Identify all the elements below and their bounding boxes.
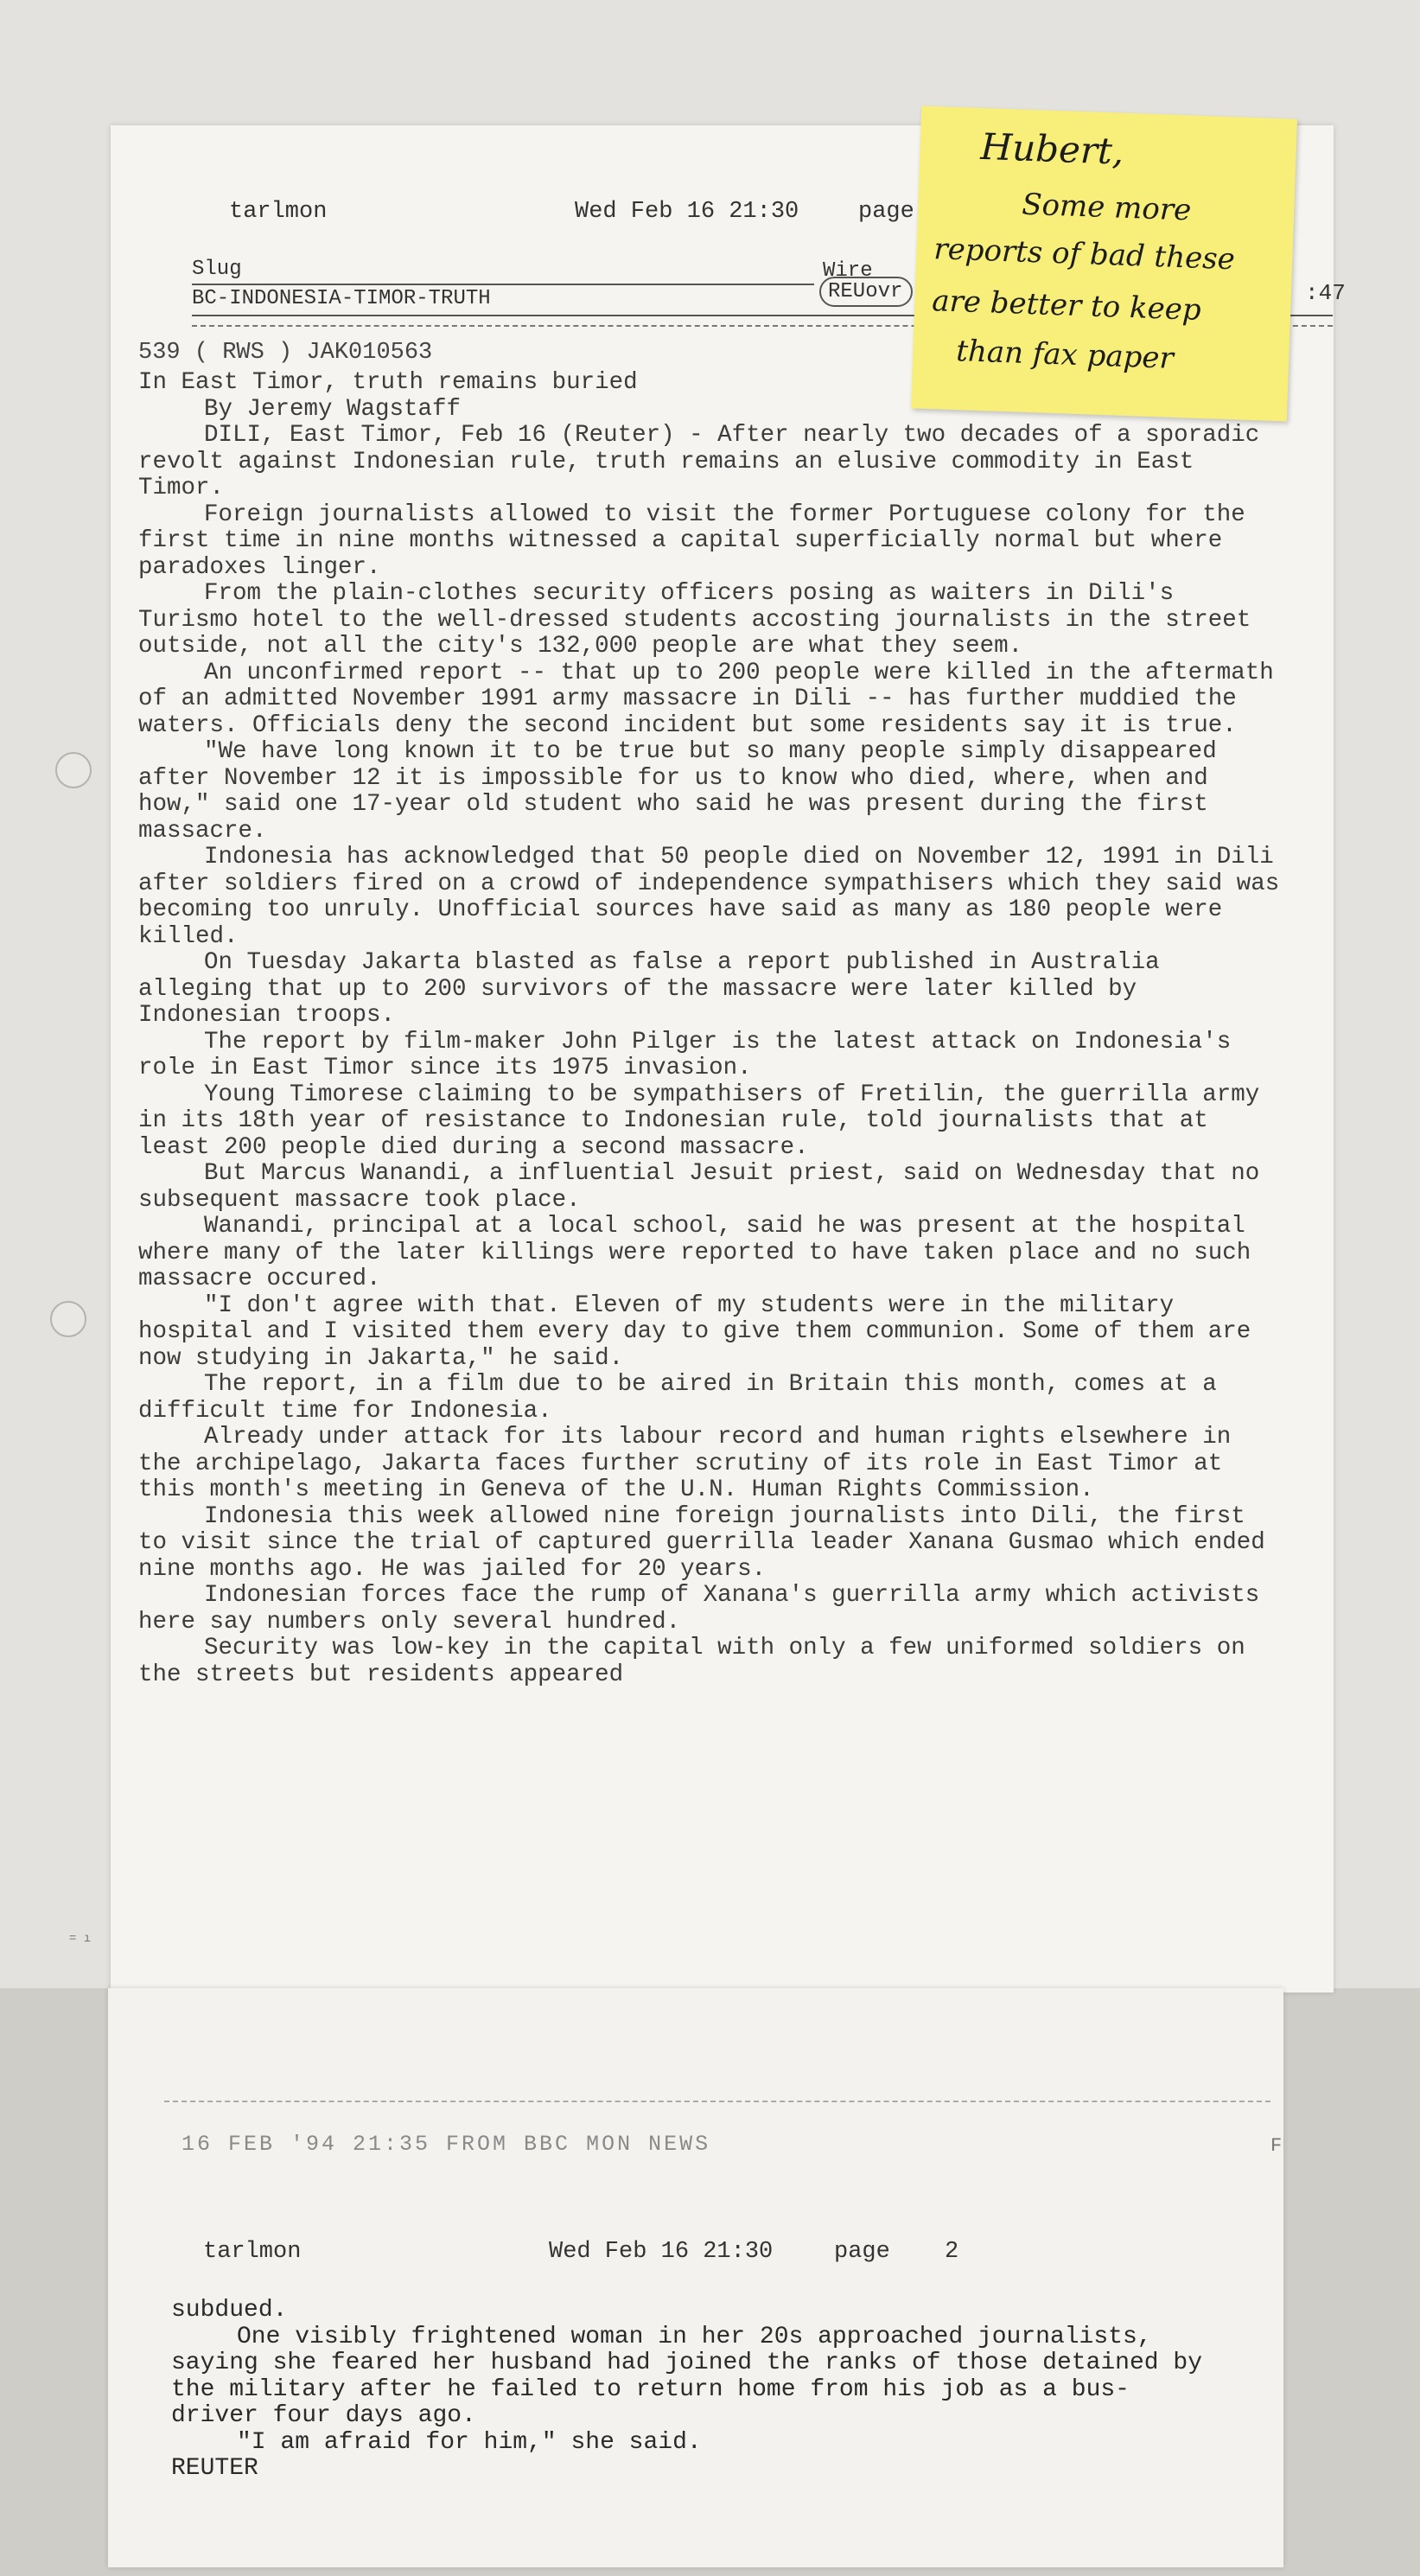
paragraph: "We have long known it to be true but so many people simply disappeared after November 12 it is impossible for us to know who died, where, when and how," said one 17-year old student who said he was present during the first massacre. (138, 738, 1217, 845)
paragraph: "I am afraid for him," she said. (237, 2428, 702, 2456)
page2-header-user: tarlmon (203, 2239, 302, 2265)
paragraph: From the plain-clothes security officers posing as waiters in Dili's Turismo hotel to the well-dressed students accosting journalists in the street outside, not all the city's 132,000 people are what they seem. (138, 580, 1251, 660)
paragraph: Indonesian forces face the rump of Xanana's guerrilla army which activists here say numbers only several hundred. (138, 1582, 1260, 1636)
header-user: tarlmon (229, 199, 328, 225)
fax-edge-letter: F (1270, 2135, 1283, 2157)
paragraph: DILI, East Timor, Feb 16 (Reuter) - After nearly two decades of a sporadic revolt against Indonesian rule, truth remains an elusive commodity in East Timor. (138, 422, 1260, 501)
paragraph: One visibly frightened woman in her 20s approached journalists, saying she feared her husband had joined the ranks of those detained by the military after he failed to return home from his job as a bus-driver four days ago. (171, 2323, 1202, 2429)
paragraph: But Marcus Wanandi, a influential Jesuit priest, said on Wednesday that no subsequent massacre took place. (138, 1160, 1260, 1214)
punch-hole (55, 752, 92, 788)
header-page-label: page (858, 199, 914, 225)
byline: By Jeremy Wagstaff (204, 395, 462, 423)
slug-label: Slug (192, 258, 242, 281)
paragraph: On Tuesday Jakarta blasted as false a report published in Australia alleging that up to 200 survivors of the massacre were later killed by Indonesian troops. (138, 949, 1160, 1029)
paragraph: Young Timorese claiming to be sympathisers of Fretilin, the guerrilla army in its 18th year of resistance to Indonesian rule, told journalists that at least 200 people died during a second massacre. (138, 1081, 1260, 1161)
paragraph: Wanandi, principal at a local school, said he was present at the hospital where many of the later killings were reported to have taken place and no such massacre occured. (138, 1213, 1251, 1292)
sticky-note-line: than fax paper (955, 334, 1175, 376)
wire-label: Wire (823, 259, 873, 283)
sticky-note-line: Hubert, (979, 124, 1125, 173)
sticky-note-line: are better to keep (931, 284, 1202, 328)
header-date: Wed Feb 16 21:30 (575, 199, 799, 225)
page2-header-page-label: page (834, 2239, 890, 2265)
story-body (138, 370, 1288, 1688)
fax-header: 16 FEB '94 21:35 FROM BBC MON NEWS (181, 2132, 711, 2157)
paragraph: The report, in a film due to be aired in Britain this month, comes at a difficult time for Indonesia. (138, 1371, 1217, 1425)
paragraph: Foreign journalists allowed to visit the former Portuguese colony for the first time in nine months witnessed a capital superficially normal but where paradoxes linger. (138, 501, 1245, 581)
paragraph: An unconfirmed report -- that up to 200 people were killed in the aftermath of an admitted November 1991 army massacre in Dili -- has further muddied the waters. Officials deny the second incident but some residents say it is true. (138, 659, 1274, 739)
sticky-note-line: reports of bad these (933, 232, 1236, 277)
punch-hole (50, 1301, 86, 1337)
paragraph: "I don't agree with that. Eleven of my students were in the military hospital and I visited them every day to give them communion. Some of them are now studying in Jakarta," he said. (138, 1291, 1251, 1372)
signoff: REUTER (171, 2455, 258, 2482)
story-continuation (171, 2298, 1208, 2483)
slug-underline (192, 284, 814, 285)
paragraph: Already under attack for its labour record and human rights elsewhere in the archipelago, Jakarta faces further scrutiny of its role in East Timor at this month's meeting in Geneva of the U.N. Human Rights Commission. (138, 1424, 1232, 1503)
fax-divider (164, 2101, 1270, 2102)
paragraph: Indonesia this week allowed nine foreign journalists into Dili, the first to visit since the trial of captured guerrilla leader Xanana Gusmao which ended nine months ago. He was jailed for 20 years. (138, 1502, 1265, 1583)
paragraph: The report by film-maker John Pilger is the latest attack on Indonesia's role in East Timor since its 1975 invasion. (138, 1028, 1232, 1081)
page2-header-date: Wed Feb 16 21:30 (549, 2239, 774, 2265)
story-id: 539 ( RWS ) JAK010563 (138, 340, 433, 366)
paragraph: Indonesia has acknowledged that 50 people died on November 12, 1991 in Dili after soldiers fired on a crowd of independence sympathisers which they said was becoming too unruly. Unofficial sources have said as many as 180 people were killed. (138, 844, 1280, 950)
continuation-text: subdued. (171, 2297, 288, 2324)
margin-mark: = ı (69, 1932, 92, 1946)
headline: In East Timor, truth remains buried (138, 369, 638, 396)
page2-header-page-number: 2 (945, 2239, 959, 2265)
sticky-note-line: Some more (1021, 187, 1192, 228)
slug-value: BC-INDONESIA-TIMOR-TRUTH (192, 287, 491, 310)
paragraph: Security was low-key in the capital with only a few uniformed soldiers on the streets but residents appeared (138, 1635, 1245, 1688)
slug-time-fragment: :47 (1305, 280, 1346, 306)
wire-value: REUovr (819, 277, 913, 307)
